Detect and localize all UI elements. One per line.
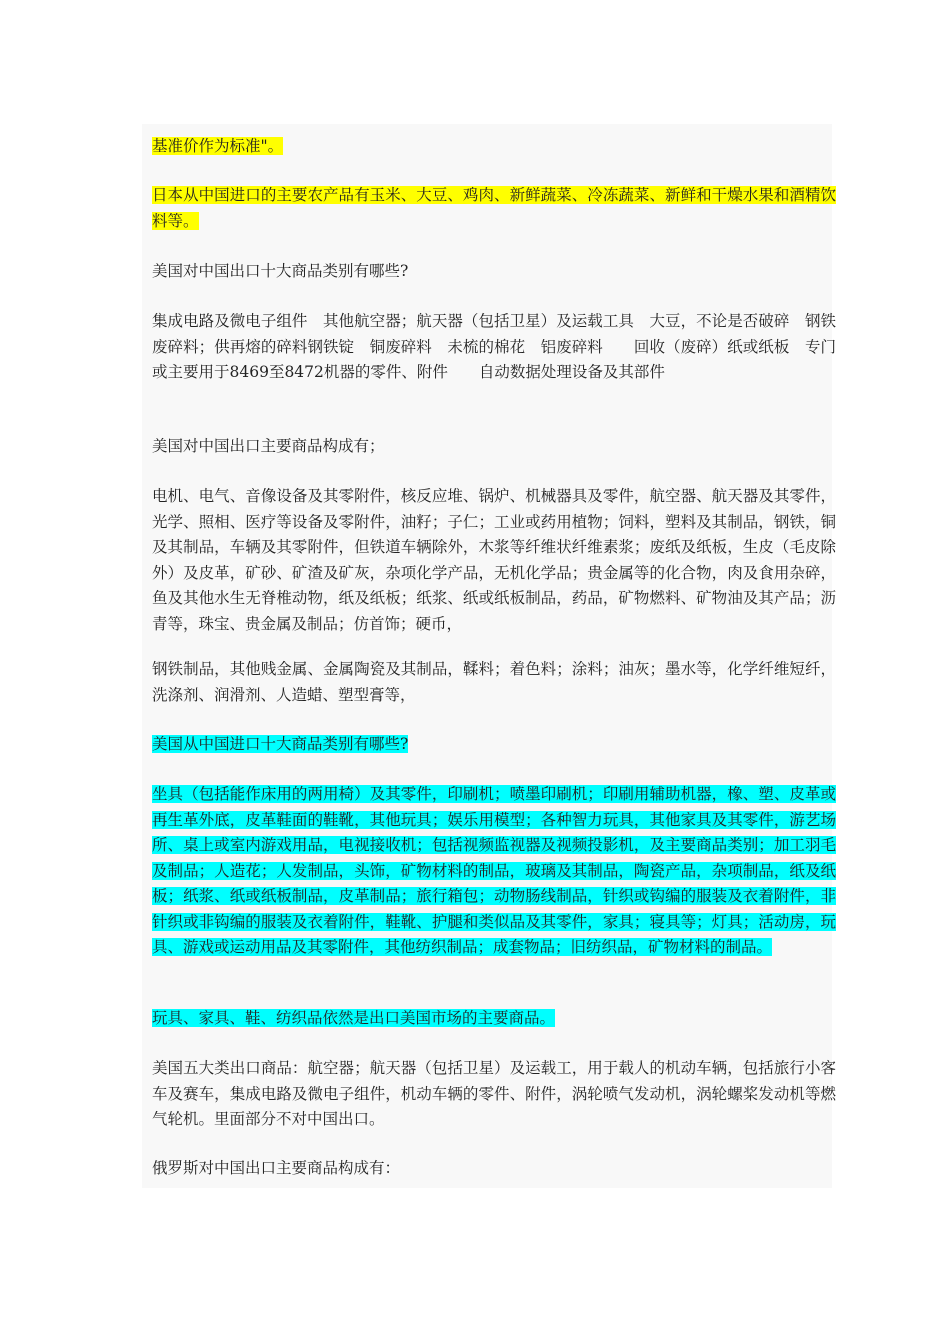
paragraph-us-export-composition-list: 电机、电气、音像设备及其零附件，核反应堆、锅炉、机械器具及零件，航空器、航天器及其零件，光学、照相、医疗等设备及零附件，油籽；子仁；工业或药用植物；饲料，塑料及其制品，钢铁，铜及其制品，车辆及其零附件，但铁道车辆除外，木浆等纤维状纤维素浆；废纸及纸板，生皮（毛皮除外）及皮革，矿砂、矿渣及矿灰，杂项化学产品，无机化学品；贵金属等的化合物，肉及食用杂碎，鱼及其他水生无脊椎动物，纸及纸板；纸浆、纸或纸板制品，药品，矿物燃料、矿物油及其产品；沥青等，珠宝、贵金属及制品；仿首饰；硬币， [152,487,836,633]
paragraph-main-export-goods [152,1006,836,1032]
paragraph-us-export-top10-question: 美国对中国出口十大商品类别有哪些? [152,262,409,280]
paragraph-us-five-export-categories: 美国五大类出口商品：航空器；航天器（包括卫星）及运载工，用于载人的机动车辆，包括旅行小客车及赛车，集成电路及微电子组件，机动车辆的零件、附件，涡轮喷气发动机，涡轮螺桨发动机等燃气轮机。里面部分不对中国出口。 [152,1059,836,1128]
highlight-cyan: 坐具（包括能作床用的两用椅）及其零件，印刷机；喷墨印刷机；印刷用辅助机器，橡、塑、皮革或再生革外底，皮革鞋面的鞋靴，其他玩具；娱乐用模型；各种智力玩具，其他家具及其零件，游艺场所、桌上或室内游戏用品，电视接收机；包括视频监视器及视频投影机，及主要商品类别；加工羽毛及制品；人造花；人发制品，头饰，矿物材料的制品，玻璃及其制品，陶瓷产品，杂项制品，纸及纸板；纸浆、纸或纸板制品，皮革制品；旅行箱包；动物肠线制品，针织或钩编的服装及衣着附件，非针织或非钩编的服装及衣着附件，鞋靴、护腿和类似品及其零件，家具；寝具等；灯具；活动房，玩具、游戏或运动用品及其零附件，其他纺织制品；成套物品；旧纺织品，矿物材料的制品。 [152,785,836,956]
paragraph-japan-imports [152,183,836,234]
highlight-cyan: 美国从中国进口十大商品类别有哪些? [152,735,409,753]
paragraph-us-export-composition-heading: 美国对中国出口主要商品构成有； [152,437,385,455]
paragraph-us-export-composition-cont: 钢铁制品，其他贱金属、金属陶瓷及其制品，鞣料；着色料；涂料；油灰；墨水等，化学纤维短纤，洗涤剂、润滑剂、人造蜡、塑型膏等， [152,660,836,704]
highlight-yellow: 基准价作为标准"。 [152,137,284,155]
paragraph-us-import-top10-question [152,732,836,758]
paragraph-benchmark-note [152,134,836,160]
paragraph-us-import-top10-list [152,782,836,961]
paragraph-us-export-top10-list: 集成电路及微电子组件 其他航空器；航天器（包括卫星）及运载工具 大豆，不论是否破碎 钢铁废碎料；供再熔的碎料钢铁锭 铜废碎料 未梳的棉花 铝废碎料 回收（废碎）纸或纸板 专门或主要用于8469至8472机器的零件、附件 自动数据处理设备及其部件 [152,312,836,381]
document-content [142,124,836,1188]
highlight-yellow: 日本从中国进口的主要农产品有玉米、大豆、鸡肉、新鲜蔬菜、冷冻蔬菜、新鲜和干燥水果和酒精饮料等。 [152,186,836,230]
highlight-cyan: 玩具、家具、鞋、纺织品依然是出口美国市场的主要商品。 [152,1009,556,1027]
paragraph-russia-export-heading: 俄罗斯对中国出口主要商品构成有： [152,1159,401,1177]
